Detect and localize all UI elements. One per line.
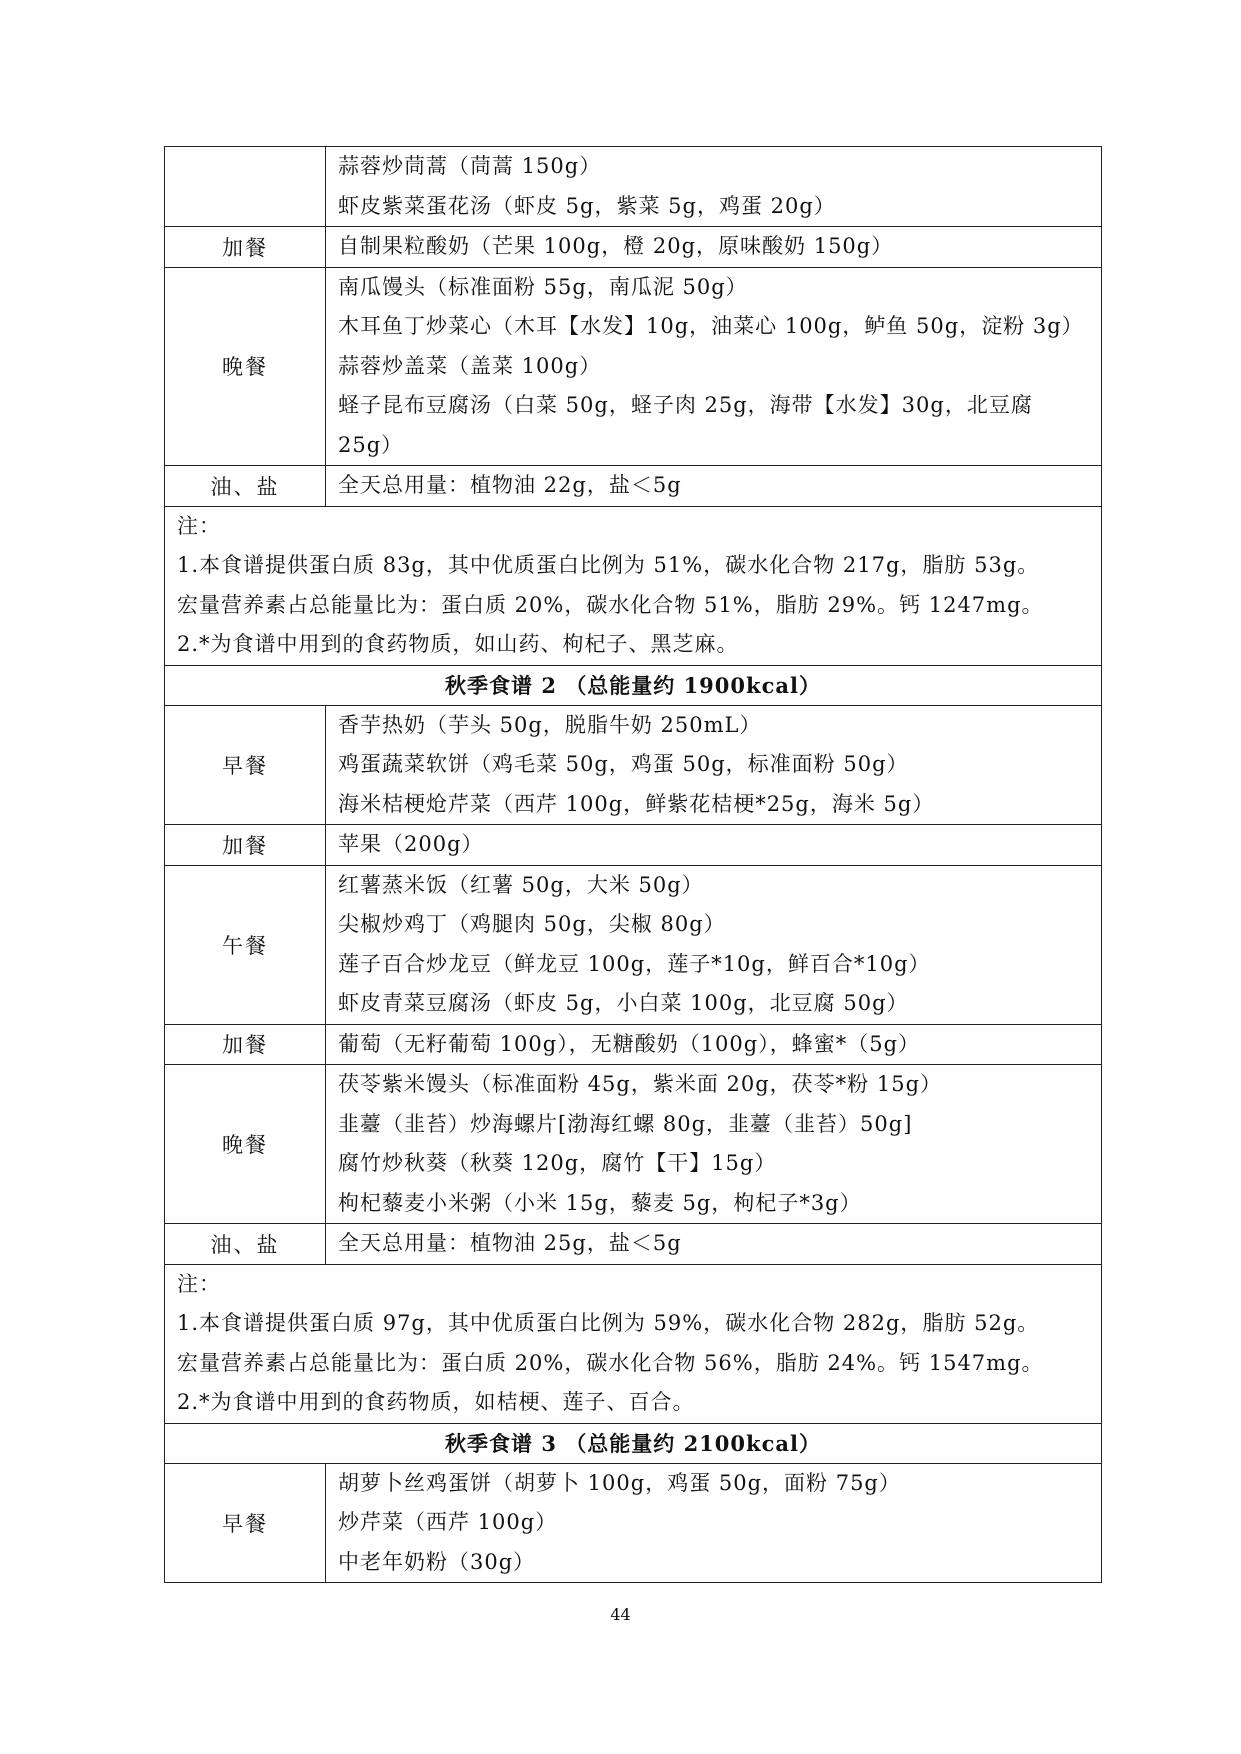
meal-label: 早餐: [165, 1463, 326, 1583]
meal-label: 晚餐: [165, 267, 326, 466]
meal-label: 加餐: [165, 1024, 326, 1065]
meal-items: [326, 227, 1102, 268]
dish-item: 韭薹（韭苔）炒海螺片[渤海红螺 80g，韭薹（韭苔）50g]: [338, 1111, 913, 1136]
meal-label: [165, 147, 326, 227]
meal-row: [165, 1463, 1102, 1583]
note-line: 注：: [177, 513, 221, 538]
dish-item: 木耳鱼丁炒菜心（木耳【水发】10g，油菜心 100g，鲈鱼 50g，淀粉 3g）: [338, 314, 1084, 338]
meal-items: [326, 1463, 1102, 1583]
meal-label: 油、盐: [165, 466, 326, 507]
meal-items: [326, 1065, 1102, 1224]
dish-item: 苹果（200g）: [338, 832, 484, 856]
dish-item: 虾皮青菜豆腐汤（虾皮 5g，小白菜 100g，北豆腐 50g）: [338, 991, 909, 1015]
dish-item: 茯苓紫米馒头（标准面粉 45g，紫米面 20g，茯苓*粉 15g）: [338, 1072, 943, 1096]
meal-label: 早餐: [165, 705, 326, 825]
note-row: [165, 1264, 1102, 1423]
recipe-title-row: [165, 665, 1102, 705]
note-line: 1.本食谱提供蛋白质 97g，其中优质蛋白比例为 59%，碳水化合物 282g，脂肪 52g。: [177, 1311, 1040, 1335]
meal-row: [165, 705, 1102, 825]
meal-items: [326, 705, 1102, 825]
meal-row: [165, 147, 1102, 227]
dish-item: 红薯蒸米饭（红薯 50g，大米 50g）: [338, 872, 704, 897]
dish-item: 蒜蓉炒茼蒿（茼蒿 150g）: [338, 154, 602, 178]
meal-row: [165, 267, 1102, 466]
page-number: 44: [610, 1605, 631, 1624]
meal-items: [326, 865, 1102, 1024]
meal-items: [326, 1224, 1102, 1265]
dish-item: 炒芹菜（西芹 100g）: [338, 1510, 558, 1534]
meal-items: [326, 466, 1102, 507]
meal-row: [165, 1065, 1102, 1224]
nutrition-note: [165, 1264, 1102, 1423]
dish-item: 海米桔梗炝芹菜（西芹 100g，鲜紫花桔梗*25g，海米 5g）: [338, 791, 935, 816]
note-line: 注：: [177, 1271, 221, 1296]
note-line: 2.*为食谱中用到的食药物质，如山药、枸杞子、黑芝麻。: [177, 632, 739, 656]
dish-item: 尖椒炒鸡丁（鸡腿肉 50g，尖椒 80g）: [338, 912, 726, 936]
dish-item: 鸡蛋蔬菜软饼（鸡毛菜 50g，鸡蛋 50g，标准面粉 50g）: [338, 752, 909, 776]
dish-item: 南瓜馒头（标准面粉 55g，南瓜泥 50g）: [338, 274, 748, 299]
dish-item: 蒜蓉炒盖菜（盖菜 100g）: [338, 353, 602, 378]
dish-item: 虾皮紫菜蛋花汤（虾皮 5g，紫菜 5g，鸡蛋 20g）: [338, 193, 836, 218]
meal-items: [326, 267, 1102, 466]
dish-item: 枸杞藜麦小米粥（小米 15g，藜麦 5g，枸杞子*3g）: [338, 1190, 862, 1215]
nutrition-note: [165, 506, 1102, 665]
recipe-table: [164, 146, 1102, 1583]
meal-label: 午餐: [165, 865, 326, 1024]
meal-label: 油、盐: [165, 1224, 326, 1265]
meal-row: [165, 1024, 1102, 1065]
meal-items: [326, 1024, 1102, 1065]
meal-row: [165, 466, 1102, 507]
dish-item: 自制果粒酸奶（芒果 100g，橙 20g，原味酸奶 150g）: [338, 234, 894, 258]
dish-item: 全天总用量：植物油 25g，盐＜5g: [338, 1231, 682, 1255]
meal-items: [326, 147, 1102, 227]
dish-item: 全天总用量：植物油 22g，盐＜5g: [338, 473, 682, 497]
dish-item: 香芋热奶（芋头 50g，脱脂牛奶 250mL）: [338, 712, 762, 737]
recipe-title: 秋季食谱 2 （总能量约 1900kcal）: [165, 665, 1102, 705]
dish-item: 腐竹炒秋葵（秋葵 120g，腐竹【干】15g）: [338, 1151, 777, 1175]
meal-items: [326, 825, 1102, 866]
dish-item: 中老年奶粉（30g）: [338, 1549, 536, 1574]
dish-item: 蛏子昆布豆腐汤（白菜 50g，蛏子肉 25g，海带【水发】30g，北豆腐: [338, 393, 1033, 417]
dish-item: 葡萄（无籽葡萄 100g），无糖酸奶（100g），蜂蜜*（5g）: [338, 1031, 921, 1056]
dish-item: 莲子百合炒龙豆（鲜龙豆 100g，莲子*10g，鲜百合*10g）: [338, 951, 931, 976]
meal-label: 加餐: [165, 227, 326, 268]
dish-item: 25g）: [338, 432, 404, 457]
note-line: 宏量营养素占总能量比为：蛋白质 20%，碳水化合物 56%，脂肪 24%。钙 1547mg。: [177, 1350, 1044, 1375]
recipe-title-row: [165, 1423, 1102, 1463]
note-line: 1.本食谱提供蛋白质 83g，其中优质蛋白比例为 51%，碳水化合物 217g，脂肪 53g。: [177, 553, 1040, 577]
meal-row: [165, 1224, 1102, 1265]
meal-label: 晚餐: [165, 1065, 326, 1224]
note-row: [165, 506, 1102, 665]
note-line: 宏量营养素占总能量比为：蛋白质 20%，碳水化合物 51%，脂肪 29%。钙 1247mg。: [177, 592, 1044, 617]
recipe-title: 秋季食谱 3 （总能量约 2100kcal）: [165, 1423, 1102, 1463]
dish-item: 胡萝卜丝鸡蛋饼（胡萝卜 100g，鸡蛋 50g，面粉 75g）: [338, 1470, 901, 1495]
meal-row: [165, 825, 1102, 866]
meal-row: [165, 865, 1102, 1024]
note-line: 2.*为食谱中用到的食药物质，如桔梗、莲子、百合。: [177, 1390, 695, 1414]
meal-label: 加餐: [165, 825, 326, 866]
meal-row: [165, 227, 1102, 268]
